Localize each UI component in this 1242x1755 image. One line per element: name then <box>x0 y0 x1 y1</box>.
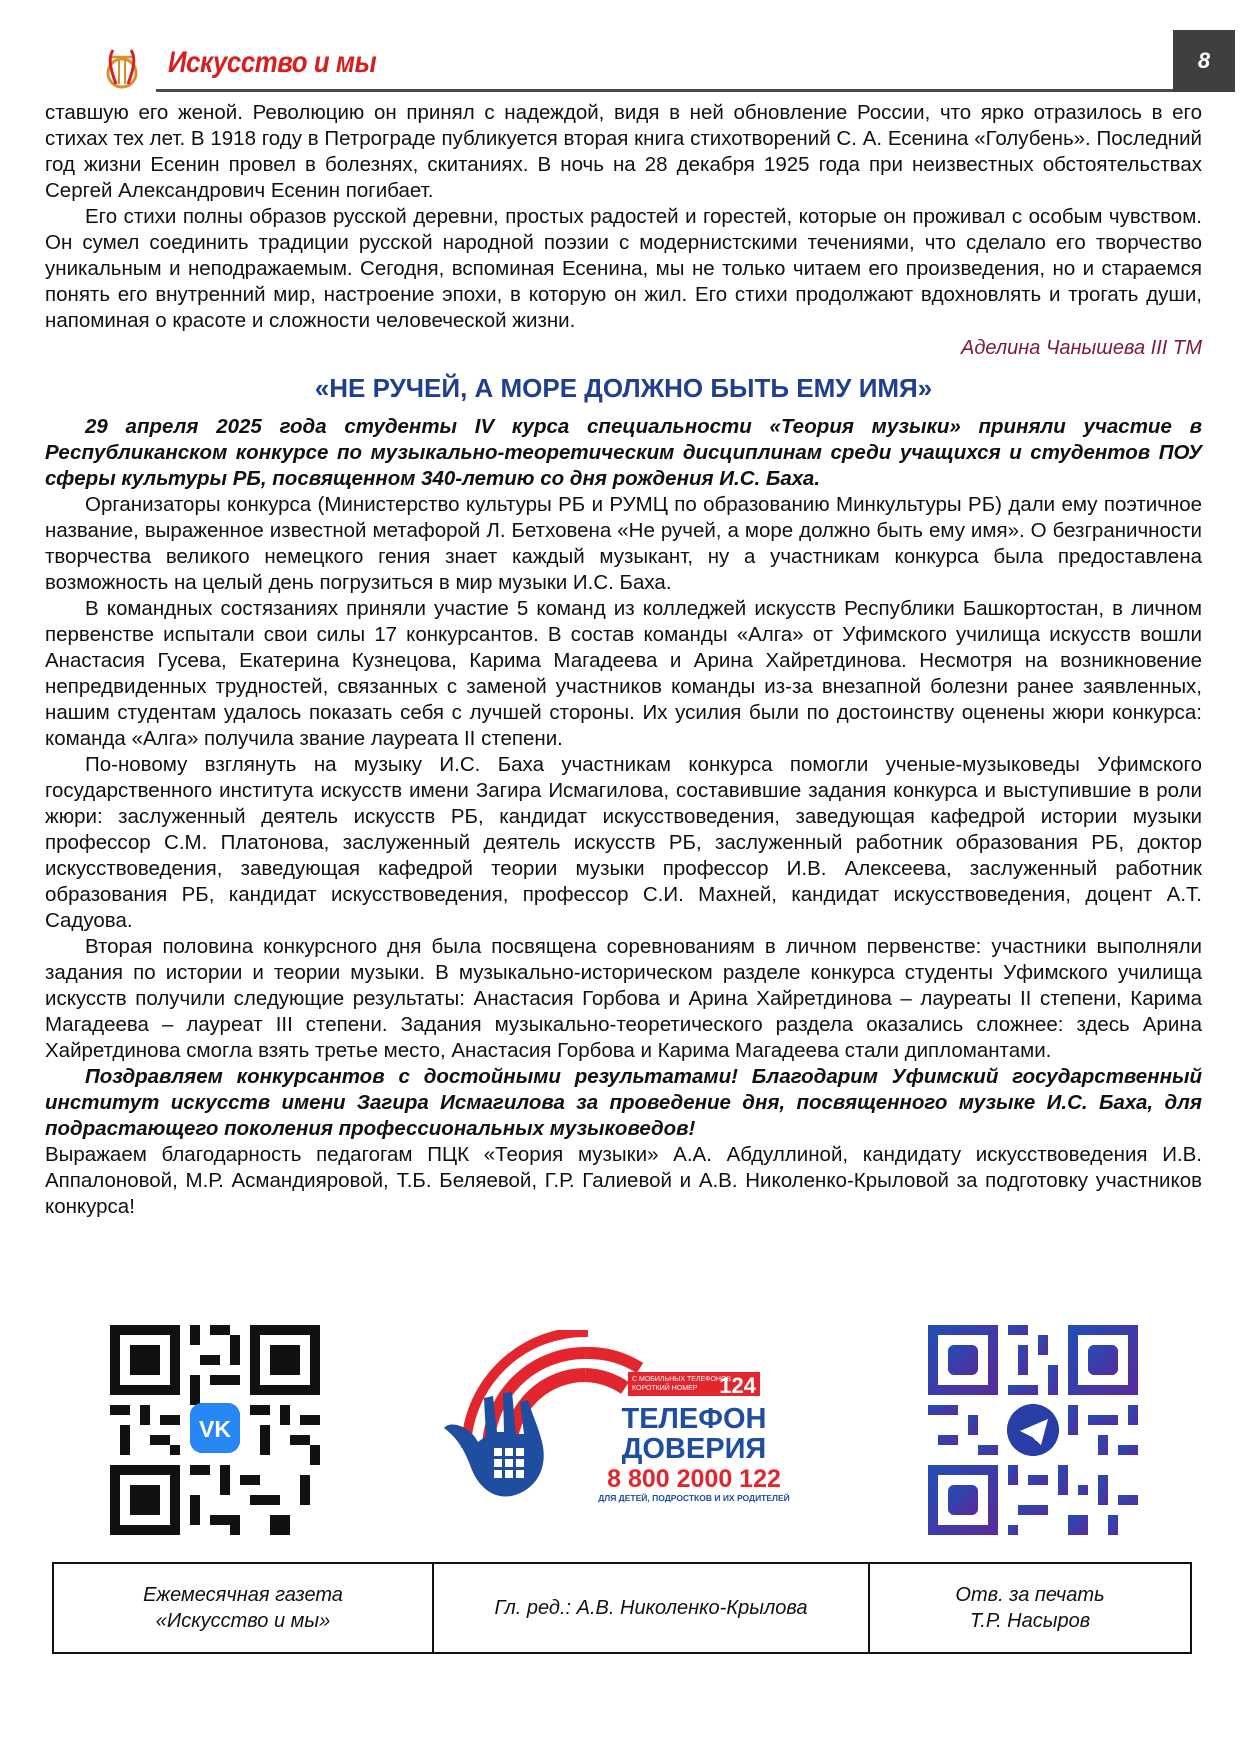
article2-title: «НЕ РУЧЕЙ, А МОРЕ ДОЛЖНО БЫТЬ ЕМУ ИМЯ» <box>314 373 933 403</box>
hand-keypad-icon <box>444 1392 544 1497</box>
footer-print <box>868 1564 1190 1652</box>
footer-print-name: Т.Р. Насыров <box>969 1610 1091 1632</box>
svg-text:ТЕЛЕФОН: ТЕЛЕФОН <box>621 1403 767 1435</box>
svg-text:VK: VK <box>199 1416 231 1442</box>
svg-text:С МОБИЛЬНЫХ ТЕЛЕФОНОВ: С МОБИЛЬНЫХ ТЕЛЕФОНОВ <box>632 1376 732 1383</box>
article2-congratulations: Поздравляем конкурсантов с достойными результатами! Благодарим Уфимский государственный институт искусств имени Загира Исмагилова за проведение дня, посвященного музыке И.С. Баха, для подрастающего поколения профессиональных музыковедов! <box>45 1065 1202 1140</box>
article1-signature: Аделина Чанышева III ТМ <box>961 337 1202 359</box>
article2-paragraph: По-новому взглянуть на музыку И.С. Баха участникам конкурса помогли ученые-музыковеды Уфимского государственного института искусств имени Загира Исмагилова, составившие задания конкурса и выступившие в роли жюри: заслуженный деятель искусств РБ, кандидат искусствоведения, заведующая кафедрой истории музыки профессор С.М. Платонова, заслуженный деятель искусств РБ, заслуженный работник образования РБ, доктор искусствоведения, заведующая кафедрой теории музыки профессор И.В. Алексеева, заслуженный работник образования РБ, кандидат искусствоведения, профессор С.И. Махней, кандидат искусствоведения, доцент А.Т. Садуова. <box>45 753 1202 932</box>
article1-paragraph: ставшую его женой. Революцию он принял с надеждой, видя в ней обновление России, что ярко отразилось в его стихах тех лет. В 1918 году в Петрограде публикуется вторая книга стихотворений С. А. Есенина «Голубень». Последний год жизни Есенин провел в болезнях, скитаниях. В ночь на 28 декабря 1925 года при неизвестных обстоятельствах Сергей Александрович Есенин погибает. <box>45 101 1202 202</box>
footer-publication <box>54 1564 432 1652</box>
svg-text:ДЛЯ ДЕТЕЙ, ПОДРОСТКОВ И ИХ РОД: ДЛЯ ДЕТЕЙ, ПОДРОСТКОВ И ИХ РОДИТЕЛЕЙ <box>598 1493 790 1503</box>
footer-publication-type: Ежемесячная газета <box>143 1584 343 1606</box>
article2-paragraph: Вторая половина конкурсного дня была посвящена соревнованиям в личном первенстве: участники выполняли задания по истории и теории музыки. В музыкально-историческом разделе конкурса студенты Уфимского училища искусств получили следующие результаты: Анастасия Горбова и Арина Хайретдинова – лауреаты II степени, Карима Магадеева – лауреат III степени. Задания музыкально-теоретического раздела оказались сложнее: здесь Арина Хайретдинова смогла взять третье место, Анастасия Горбова и Карима Магадеева стали дипломантами. <box>45 935 1202 1062</box>
lyre-logo-icon <box>100 44 144 94</box>
newspaper-brand: Искусство и мы <box>168 46 377 79</box>
footer-print-label: Отв. за печать <box>955 1584 1105 1606</box>
helpline-logo <box>440 1330 840 1515</box>
footer-publication-name: «Искусство и мы» <box>155 1610 331 1632</box>
page-number: 8 <box>1173 30 1235 92</box>
telegram-qr-code[interactable] <box>928 1325 1138 1535</box>
page-header <box>0 0 1242 100</box>
article2-thanks: Выражаем благодарность педагогам ПЦК «Теория музыки» А.А. Абдуллиной, кандидату искусствоведения И.В. Аппалоновой, М.Р. Асмандияровой, Т.Б. Беляевой, Г.Р. Галиевой и А.В. Николенко-Крыловой за подготовку участников конкурса! <box>45 1143 1202 1218</box>
svg-text:ДОВЕРИЯ: ДОВЕРИЯ <box>621 1433 767 1465</box>
page-footer <box>52 1562 1192 1654</box>
article1-paragraph: Его стихи полны образов русской деревни, простых радостей и горестей, которые он проживал с особым чувством. Он сумел соединить традиции русской народной поэзии с модернистскими течениями, что сделало его творчество уникальным и неподражаемым. Сегодня, вспоминая Есенина, мы не только читаем его произведения, но и стараемся понять его внутренний мир, настроение эпохи, в которую он жил. Его стихи продолжают вдохновлять и трогать души, напоминая о красоте и сложности человеческой жизни. <box>45 205 1202 332</box>
footer-editor-text: Гл. ред.: А.В. Николенко-Крылова <box>494 1597 808 1619</box>
article2-lead: 29 апреля 2025 года студенты IV курса специальности «Теория музыки» приняли участие в Республиканском конкурсе по музыкально-теоретическим дисциплинам среди учащихся и студентов ПОУ сферы культуры РБ, посвященном 340-летию со дня рождения И.С. Баха. <box>45 415 1202 490</box>
footer-editor <box>432 1564 868 1652</box>
article2-paragraph: В командных состязаниях приняли участие 5 команд из колледжей искусств Республики Башкортостан, в личном первенстве испытали свои силы 17 конкурсантов. В состав команды «Алга» от Уфимского училища искусств вошли Анастасия Гусева, Екатерина Кузнецова, Карима Магадеева и Арина Хайретдинова. Несмотря на возникновение непредвиденных трудностей, связанных с заменой участников команды из-за внезапной болезни ранее заявленных, нашим студентам удалось показать себя с лучшей стороны. Их усилия были по достоинству оценены жюри конкурса: команда «Алга» получила звание лауреата II степени. <box>45 597 1202 750</box>
svg-text:КОРОТКИЙ НОМЕР: КОРОТКИЙ НОМЕР <box>632 1385 698 1392</box>
header-divider <box>156 89 1173 92</box>
article2-paragraph: Организаторы конкурса (Министерство культуры РБ и РУМЦ по образованию Минкультуры РБ) дали ему поэтичное название, выраженное известной метафорой Л. Бетховена «Не ручей, а море должно быть ему имя». О безграничности творчества великого немецкого гения знает каждый музыкант, ну а участникам конкурса была предоставлена возможность на целый день погрузиться в мир музыки И.С. Баха. <box>45 493 1202 594</box>
svg-text:8 800 2000 122: 8 800 2000 122 <box>607 1465 781 1493</box>
svg-text:124: 124 <box>719 1373 756 1398</box>
vk-qr-code[interactable] <box>110 1325 320 1535</box>
article-content <box>45 100 1202 1220</box>
